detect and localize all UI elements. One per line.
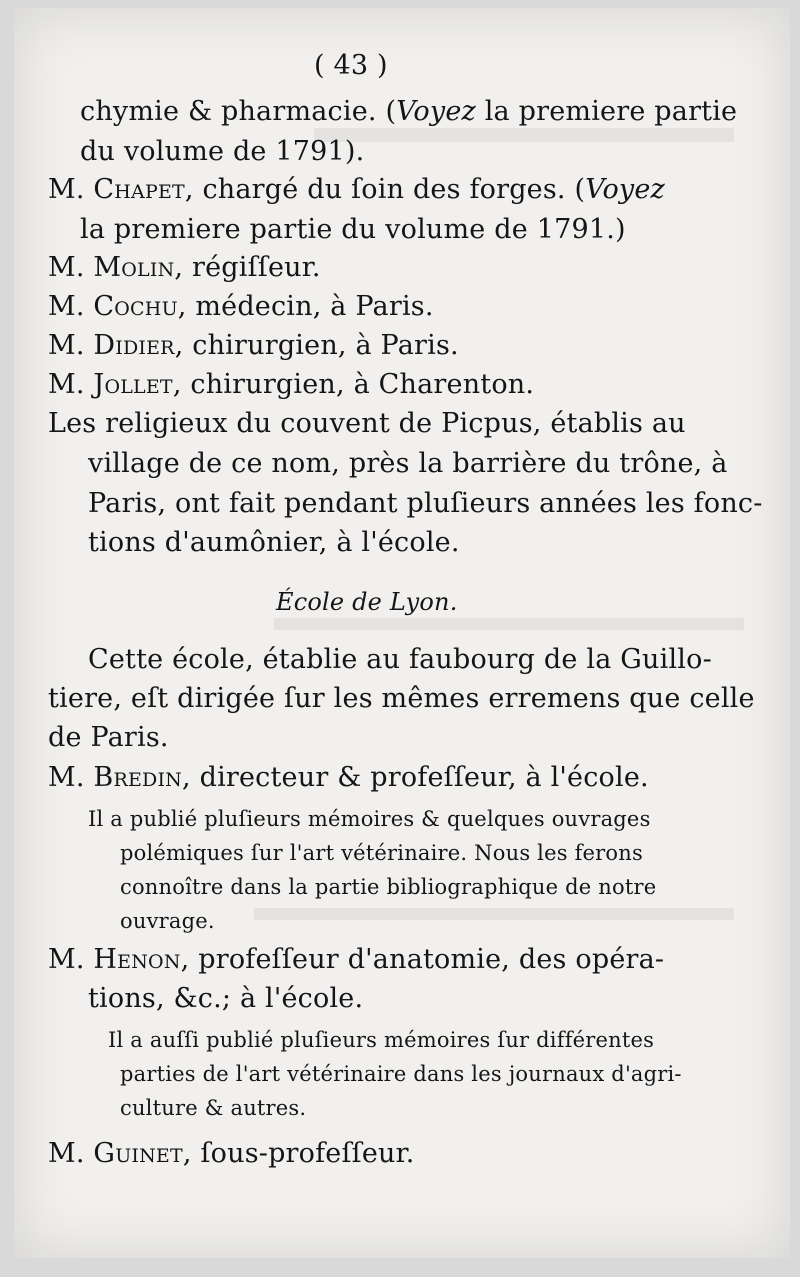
text-run: , profeſſeur d'anatomie, des opéra-	[180, 944, 665, 975]
text-line	[48, 722, 169, 753]
text-run: Paris, ont fait pendant pluſieurs années les fonc-	[88, 488, 763, 519]
text-line	[80, 214, 626, 245]
name-smallcaps: Guinet	[93, 1138, 183, 1169]
text-line	[48, 252, 321, 283]
text-run: , chirurgien, à Charenton.	[172, 369, 535, 400]
text-line	[88, 488, 763, 519]
text-run: parties de l'art vétérinaire dans les journaux d'agri-	[120, 1062, 682, 1086]
book-page	[14, 8, 790, 1258]
text-run: la premiere partie du volume de 1791.)	[80, 214, 626, 245]
text-run: , médecin, à Paris.	[177, 291, 434, 322]
text-run: M.	[48, 291, 94, 322]
text-run: M.	[48, 1138, 94, 1169]
text-run: , régiſſeur.	[174, 252, 321, 283]
italic-text: École de Lyon.	[276, 588, 458, 616]
text-run: M.	[48, 369, 94, 400]
name-smallcaps: Jollet	[93, 369, 173, 400]
text-run: , directeur & profeſſeur, à l'école.	[182, 762, 649, 793]
text-line	[48, 408, 686, 439]
text-run: polémiques ſur l'art vétérinaire. Nous les ferons	[120, 841, 643, 865]
name-smallcaps: Didier	[93, 330, 175, 361]
text-run: Il a auſſi publié pluſieurs mémoires ſur différentes	[108, 1028, 655, 1052]
text-run: , ſous-profeſſeur.	[182, 1138, 415, 1169]
text-run: village de ce nom, près la barrière du trône, à	[88, 448, 728, 479]
note-line	[88, 807, 651, 831]
text-run: M.	[48, 762, 94, 793]
text-run: tiere, eſt dirigée ſur les mêmes erremens que celle	[48, 683, 755, 714]
name-smallcaps: Chapet	[93, 174, 185, 205]
text-run: M.	[48, 174, 94, 205]
text-line	[80, 136, 364, 167]
text-run: ouvrage.	[120, 909, 215, 933]
text-line	[48, 330, 459, 361]
bleed-through	[314, 128, 734, 142]
text-run: M.	[48, 944, 94, 975]
text-run: culture & autres.	[120, 1096, 307, 1120]
note-line	[108, 1028, 654, 1052]
note-line	[120, 1062, 682, 1086]
bleed-through	[274, 618, 744, 630]
text-line	[48, 1138, 415, 1169]
text-run: connoître dans la partie bibliographique de notre	[120, 875, 657, 899]
note-line	[120, 841, 643, 865]
text-line	[88, 644, 712, 675]
text-run: , chirurgien, à Paris.	[174, 330, 459, 361]
text-run: la premiere partie	[475, 96, 738, 127]
name-smallcaps: Cochu	[93, 291, 178, 322]
page-number: ( 43 )	[314, 50, 388, 81]
text-line	[48, 291, 434, 322]
name-smallcaps: Henon	[93, 944, 181, 975]
text-run: , chargé du ſoin des forges. (	[184, 174, 586, 205]
section-heading	[276, 588, 458, 616]
text-run: M.	[48, 330, 94, 361]
text-line	[48, 369, 534, 400]
text-line	[48, 762, 649, 793]
text-run: Les religieux du couvent de Picpus, établis au	[48, 408, 686, 439]
bleed-through	[254, 908, 734, 920]
italic-text: Voyez	[585, 174, 665, 205]
text-run: chymie & pharmacie. (	[80, 96, 397, 127]
text-line	[88, 448, 728, 479]
italic-text: Voyez	[396, 96, 476, 127]
name-smallcaps: Bredin	[93, 762, 183, 793]
text-line	[48, 174, 665, 205]
text-line	[80, 96, 737, 127]
note-line	[120, 875, 656, 899]
text-run: de Paris.	[48, 722, 169, 753]
note-line	[120, 909, 215, 933]
text-line	[48, 683, 755, 714]
note-line	[120, 1096, 306, 1120]
text-line	[88, 527, 460, 558]
text-line	[48, 944, 664, 975]
text-run: du volume de 1791).	[80, 136, 365, 167]
text-run: tions d'aumônier, à l'école.	[88, 527, 460, 558]
name-smallcaps: Molin	[93, 252, 175, 283]
text-run: M.	[48, 252, 94, 283]
text-line	[88, 983, 363, 1014]
text-run: Il a publié pluſieurs mémoires & quelques ouvrages	[88, 807, 651, 831]
text-run: tions, &c.; à l'école.	[88, 983, 364, 1014]
text-run: Cette école, établie au faubourg de la Guillo-	[88, 644, 712, 675]
